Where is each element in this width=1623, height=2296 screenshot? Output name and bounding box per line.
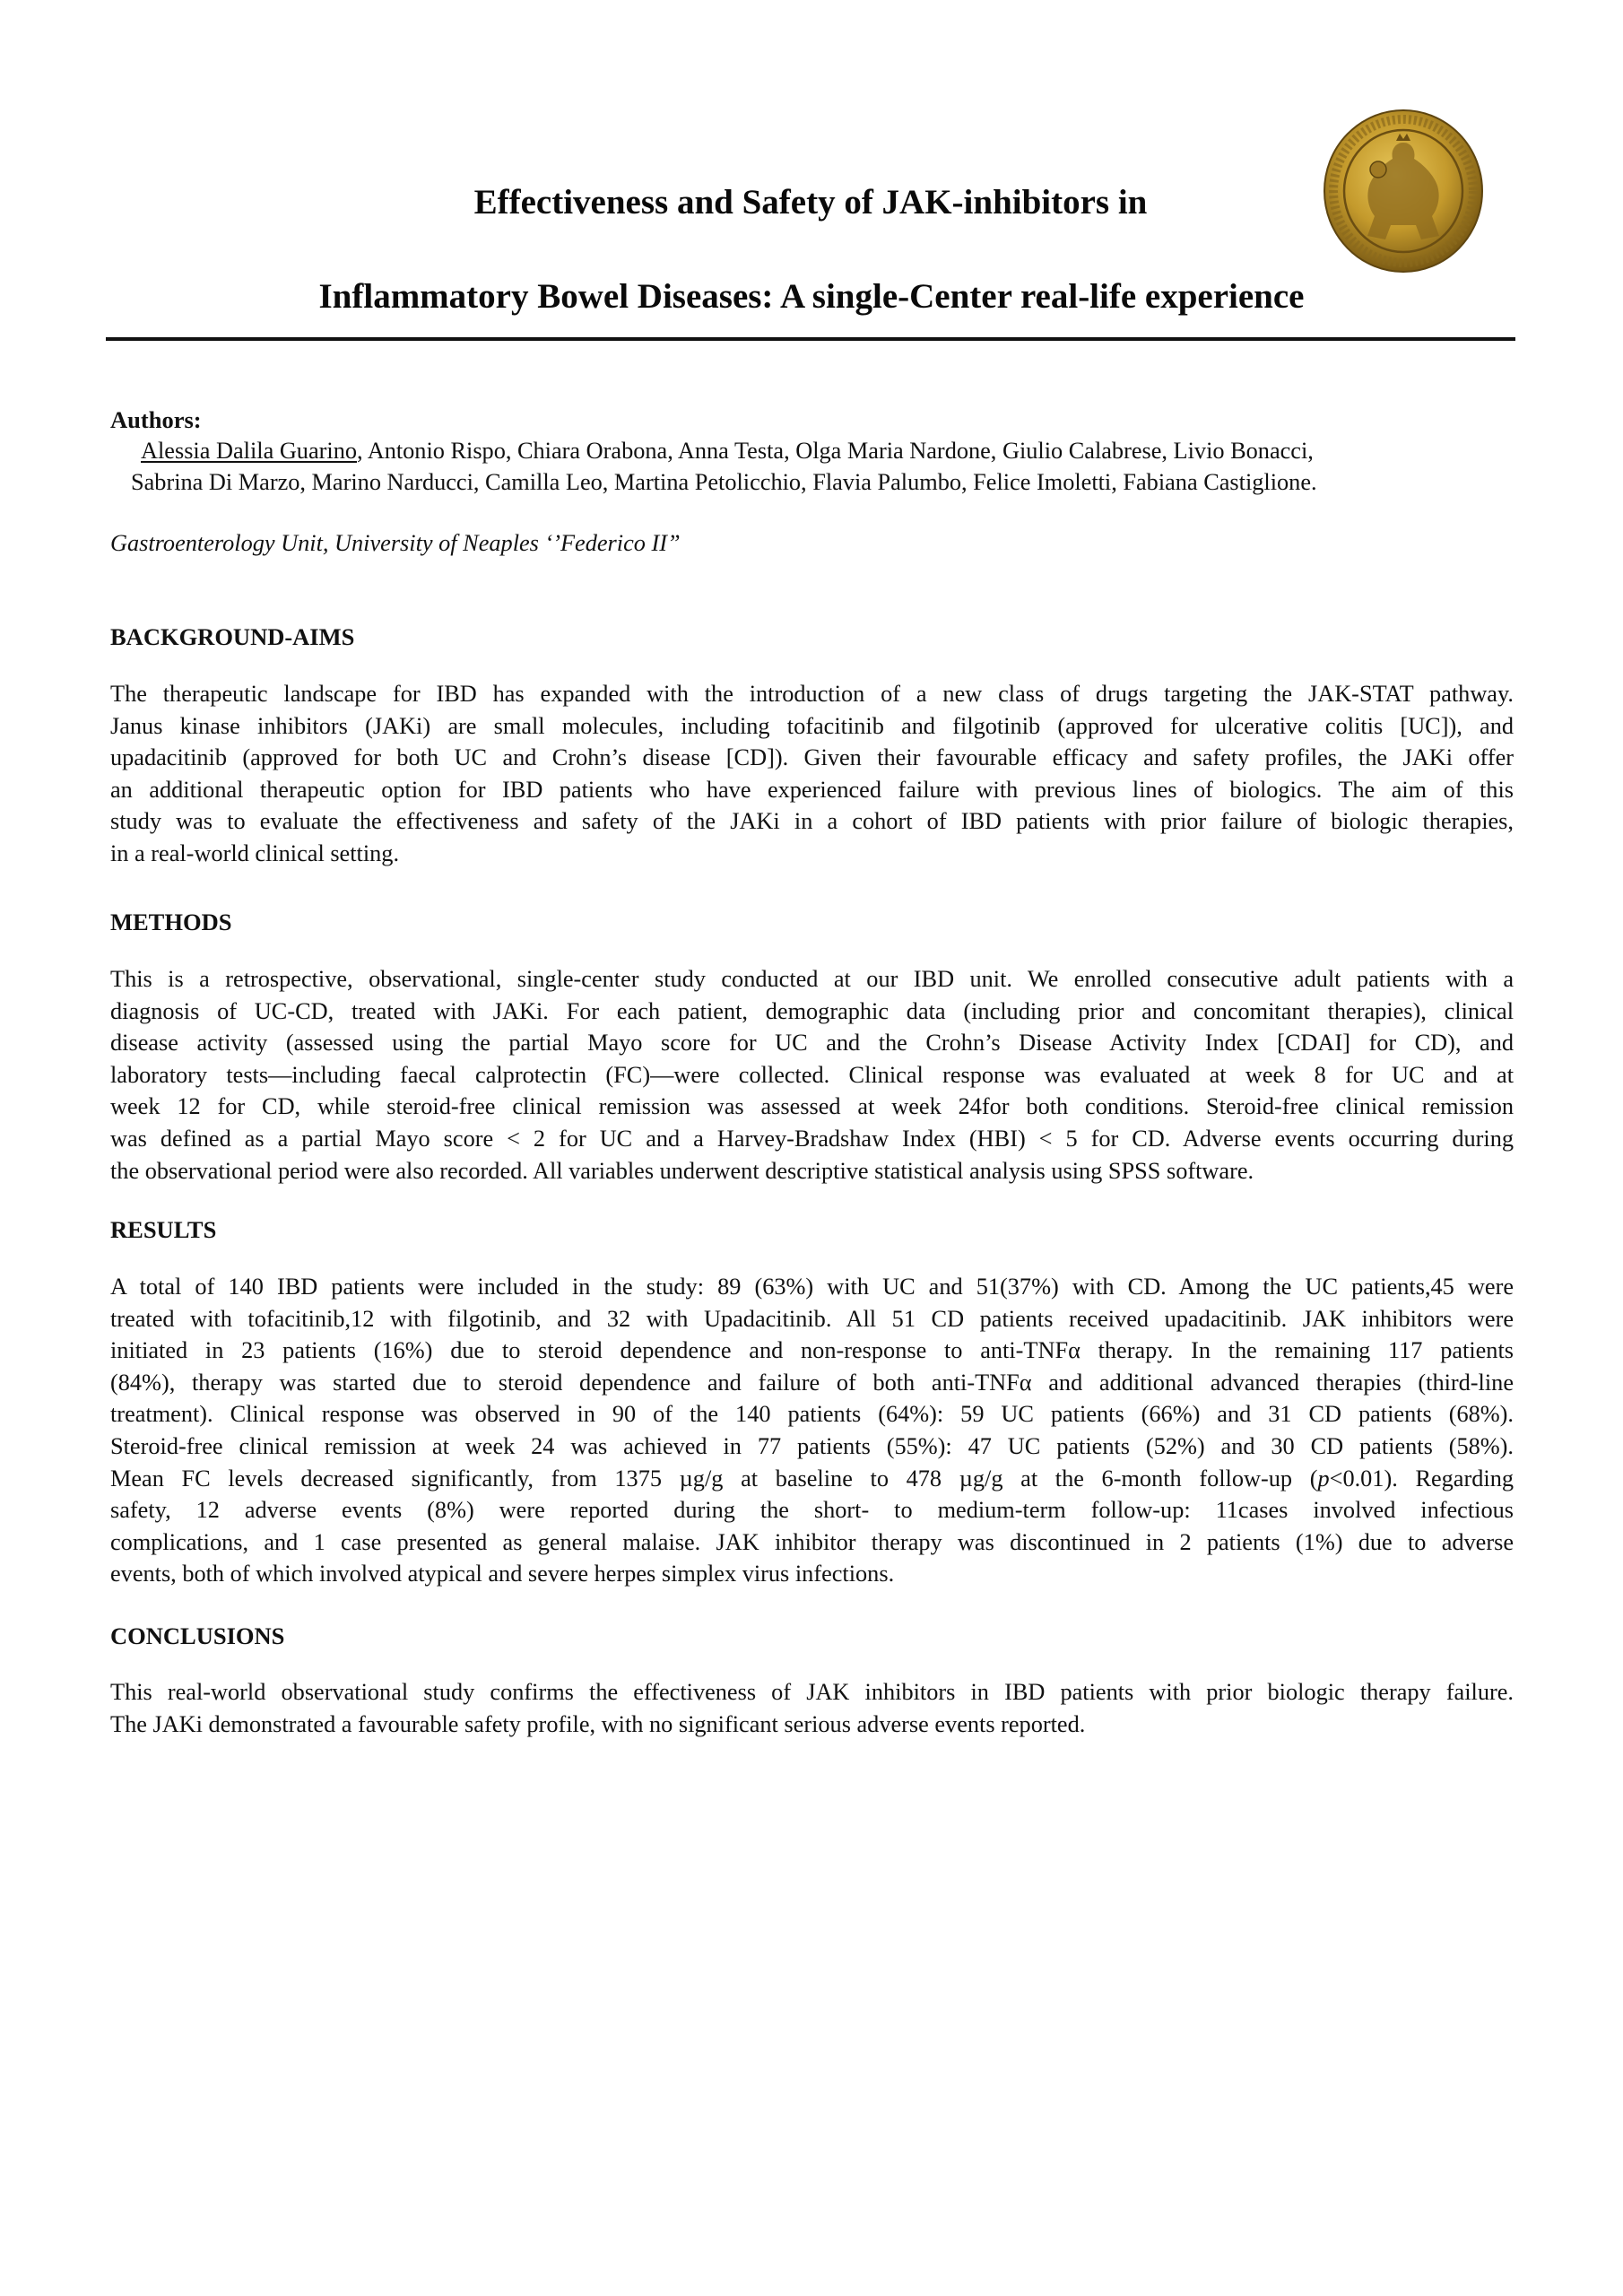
text-line: Steroid-free clinical remission at week 24 was achieved in 77 patients (55%): 47 UC patients (52%) and 30 CD patients (58%).	[110, 1432, 1514, 1459]
text-line: laboratory tests—including faecal calprotectin (FC)—were collected. Clinical response was evaluated at week 8 for UC and at	[110, 1061, 1514, 1088]
text-line: Janus kinase inhibitors (JAKi) are small molecules, including tofacitinib and filgotinib (approved for ulcerative colitis [UC]), and	[110, 712, 1514, 739]
text-line: treated with tofacitinib,12 with filgotinib, and 32 with Upadacitinib. All 51 CD patients received upadacitinib. JAK inhibitors were	[110, 1305, 1514, 1332]
section-body-background	[110, 678, 1514, 870]
text-line: week 12 for CD, while steroid-free clinical remission was assessed at week 24for both conditions. Steroid-free clinical remission	[110, 1093, 1514, 1120]
text-line: the observational period were also recorded. All variables underwent descriptive statistical analysis using SPSS software.	[110, 1157, 1254, 1184]
text-line: A total of 140 IBD patients were included in the study: 89 (63%) with UC and 51(37%) with CD. Among the UC patients,45 were	[110, 1274, 1514, 1300]
p-value-symbol: p	[1317, 1465, 1330, 1492]
text-line: treatment). Clinical response was observed in 90 of the 140 patients (64%): 59 UC patients (66%) and 31 CD patients (68%).	[110, 1401, 1514, 1428]
section-heading-background: BACKGROUND-AIMS	[110, 623, 355, 650]
section-heading-results: RESULTS	[110, 1216, 217, 1243]
affiliation: Gastroenterology Unit, University of Neaples ‘’Federico II”	[110, 530, 681, 556]
text-line: complications, and 1 case presented as general malaise. JAK inhibitor therapy was discontinued in 2 patients (1%) due to adverse	[110, 1528, 1514, 1555]
text-fragment: Mean FC levels decreased significantly, from 1375 µg/g at baseline to 478 µg/g at the 6-month follow-up (	[110, 1465, 1318, 1492]
text-line: (84%), therapy was started due to steroid dependence and failure of both anti-TNFα and additional advanced therapies (third-line	[110, 1369, 1514, 1396]
text-line: This real-world observational study confirms the effectiveness of JAK inhibitors in IBD patients with prior biologic therapy failure.	[110, 1679, 1514, 1705]
text-line: safety, 12 adverse events (8%) were reported during the short- to medium-term follow-up: 11cases involved infectious	[110, 1497, 1514, 1524]
title-line-1: Effectiveness and Safety of JAK-inhibitors in	[473, 183, 1148, 222]
university-seal-icon	[1321, 109, 1485, 274]
text-line: The therapeutic landscape for IBD has expanded with the introduction of a new class of drugs targeting the JAK-STAT pathway.	[110, 681, 1514, 707]
presenting-author: Alessia Dalila Guarino	[141, 438, 357, 464]
title-divider	[106, 337, 1515, 341]
text-line: upadacitinib (approved for both UC and Crohn’s disease [CD]). Given their favourable efficacy and safety profiles, the JAKi offer	[110, 744, 1514, 771]
text-line: an additional therapeutic option for IBD patients who have experienced failure with previous lines of biologics. The aim of this	[110, 776, 1514, 803]
title-line-2: Inflammatory Bowel Diseases: A single-Center real-life experience	[318, 277, 1305, 316]
authors-heading: Authors:	[110, 406, 202, 433]
text-fragment: <0.01). Regarding	[1329, 1465, 1514, 1492]
authors-line-2: Sabrina Di Marzo, Marino Narducci, Camilla Leo, Martina Petolicchio, Flavia Palumbo, Felice Imoletti, Fabiana Castiglione.	[131, 469, 1317, 495]
section-heading-methods: METHODS	[110, 909, 232, 935]
text-line: in a real-world clinical setting.	[110, 839, 400, 866]
text-line: diagnosis of UC-CD, treated with JAKi. For each patient, demographic data (including prior and concomitant therapies), clinical	[110, 997, 1514, 1024]
section-heading-conclusions: CONCLUSIONS	[110, 1622, 285, 1649]
text-line: was defined as a partial Mayo score < 2 for UC and a Harvey-Bradshaw Index (HBI) < 5 for CD. Adverse events occurring during	[110, 1125, 1514, 1152]
authors-line-1	[141, 436, 1314, 466]
section-body-methods	[110, 963, 1514, 1187]
text-line: disease activity (assessed using the partial Mayo score for UC and the Crohn’s Disease Activity Index [CDAI] for CD), and	[110, 1030, 1514, 1057]
text-line	[110, 1463, 1514, 1495]
text-line: initiated in 23 patients (16%) due to steroid dependence and non-response to anti-TNFα therapy. In the remaining 117 patients	[110, 1337, 1514, 1364]
text-line: study was to evaluate the effectiveness and safety of the JAKi in a cohort of IBD patients with prior failure of biologic therapies,	[110, 808, 1514, 835]
text-line: The JAKi demonstrated a favourable safety profile, with no significant serious adverse events reported.	[110, 1710, 1086, 1737]
text-line: This is a retrospective, observational, single-center study conducted at our IBD unit. We enrolled consecutive adult patients with a	[110, 966, 1514, 992]
authors-list-part-1: , Antonio Rispo, Chiara Orabona, Anna Testa, Olga Maria Nardone, Giulio Calabrese, Livio Bonacci,	[357, 438, 1314, 464]
section-body-conclusions	[110, 1676, 1514, 1740]
section-body-results	[110, 1271, 1514, 1590]
text-line: events, both of which involved atypical and severe herpes simplex virus infections.	[110, 1561, 895, 1587]
